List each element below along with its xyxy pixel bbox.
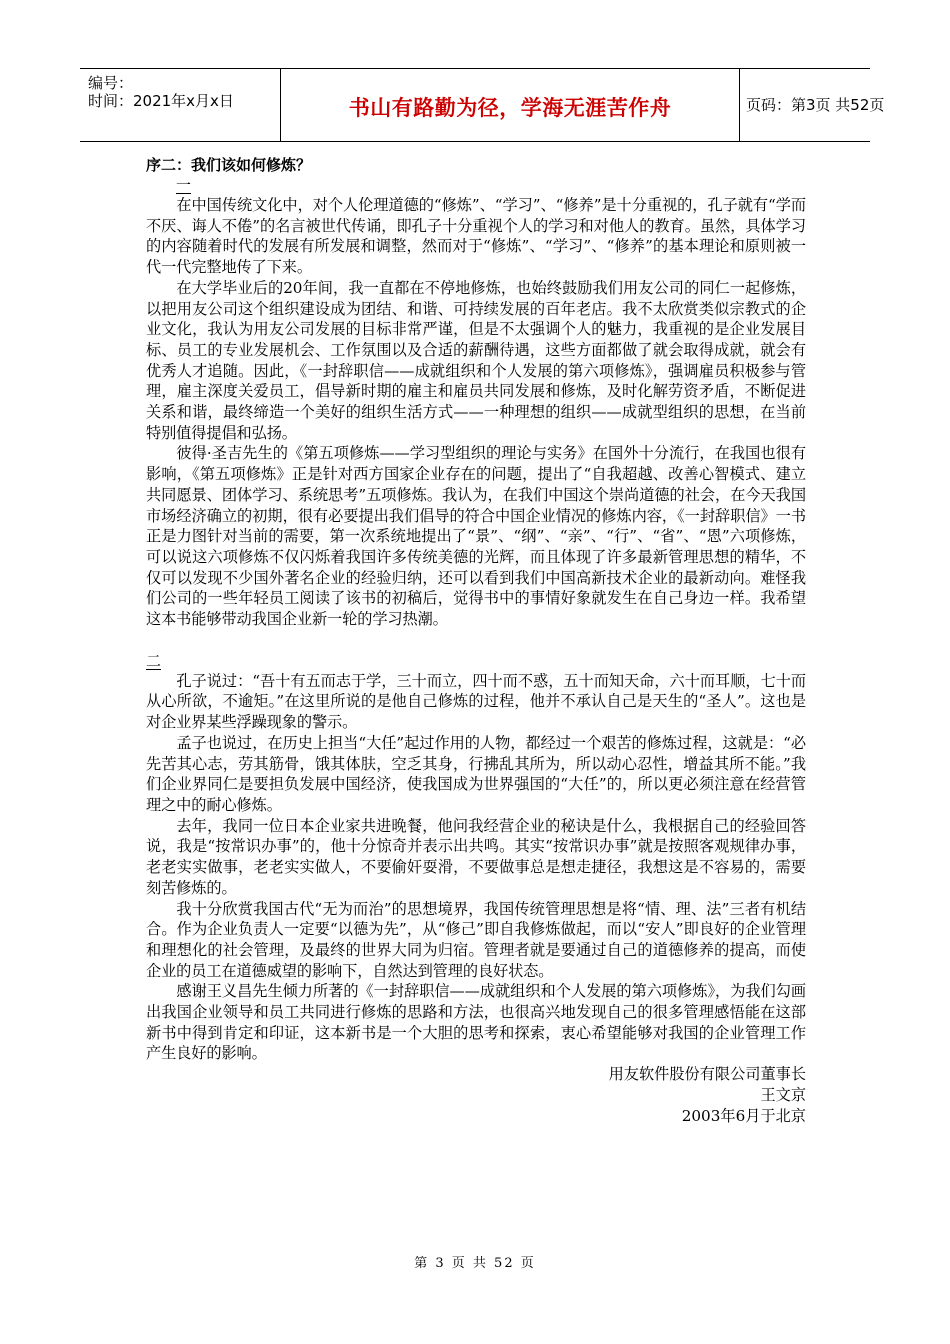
section-heading-2 [146, 652, 806, 671]
page-footer: 第 3 页 共 52 页 [414, 1256, 536, 1271]
signature-date: 2003年6月于北京 [681, 1107, 806, 1126]
document-title: 序二：我们该如何修炼？ [146, 156, 312, 174]
document-body [146, 154, 806, 1127]
section-heading-1 [176, 176, 806, 195]
motto-text: 书山有路勤为径，学海无涯苦作舟 [348, 96, 672, 120]
section-heading-2-text: 二 [146, 651, 162, 670]
header-meta [80, 69, 280, 141]
paragraph: 在大学毕业后的20年间，我一直都在不停地修炼，也始终鼓励我们用友公司的同仁一起修炼，以把用友公司这个组织建设成为团结、和谐、可持续发展的百年老店。我不太欣赏类似宗教式的企业文化，我认为用友公司发展的目标非常严谨，但是不太强调个人的魅力，我重视的是企业发展目标、员工的专业发展机会、工作氛围以及合适的薪酬待遇，这些方面都做了就会取得成就，就会有优秀人才追随。因此，《一封辞职信——成就组织和个人发展的第六项修炼》，强调雇员积极参与管理，雇主深度关爱员工，倡导新时期的雇主和雇员共同发展和修炼，及时化解劳资矛盾，不断促进关系和谐，最终缔造一个美好的组织生活方式——一种理想的组织——成就型组织的思想，在当前特别值得提倡和弘扬。 [146, 278, 806, 442]
page-info: 页码：第3页 共52页 [746, 96, 885, 114]
signature-name: 王文京 [760, 1086, 806, 1105]
paragraph: 在中国传统文化中，对个人伦理道德的“修炼”、“学习”、“修养”是十分重视的，孔子就有“学而不厌、诲人不倦”的名言被世代传诵，即孔子十分重视个人的学习和对他人的教育。虽然，具体学习的内容随着时代的发展有所发展和调整，然而对于“修炼”、“学习”、“修养”的基本理论和原则被一代一代完整地传了下来。 [146, 196, 806, 277]
section-heading-1-text: 一 [176, 176, 192, 194]
number-label: 编号： [88, 74, 134, 92]
paragraph: 去年，我同一位日本企业家共进晚餐，他问我经营企业的秘诀是什么，我根据自己的经验回答说，我是“按常识办事”的，他十分惊奇并表示出共鸣。其实“按常识办事”就是按照客观规律办事，老老实实做事，老老实实做人，不要偷奸耍滑，不要做事总是想走捷径，我想这是不容易的，需要刻苦修炼的。 [146, 816, 806, 897]
header-page-cell [738, 69, 885, 141]
signature-company: 用友软件股份有限公司董事长 [608, 1065, 806, 1084]
header-motto-cell [280, 69, 740, 141]
paragraph: 孔子说过：“吾十有五而志于学，三十而立，四十而不惑，五十而知天命，六十而耳顺，七十而从心所欲，不逾矩。”在这里所说的是他自己修炼的过程，他并不承认自己是天生的“圣人”。这也是对企业界某些浮躁现象的警示。 [146, 671, 806, 732]
paragraph: 孟子也说过，在历史上担当“大任”起过作用的人物，都经过一个艰苦的修炼过程，这就是：“必先苦其心志，劳其筋骨，饿其体肤，空乏其身，行拂乱其所为，所以动心忍性，增益其所不能。”我们企业界同仁是要担负发展中国经济，使我国成为世界强国的“大任”的，所以更必须注意在经营管理之中的耐心修炼。 [146, 733, 806, 814]
paragraph: 彼得·圣吉先生的《第五项修炼——学习型组织的理论与实务》在国外十分流行，在我国也很有影响，《第五项修炼》正是针对西方国家企业存在的问题，提出了“自我超越、改善心智模式、建立共同愿景、团体学习、系统思考”五项修炼。我认为，在我们中国这个崇尚道德的社会，在今天我国市场经济确立的初期，很有必要提出我们倡导的符合中国企业情况的修炼内容，《一封辞职信》一书正是力图针对当前的需要，第一次系统地提出了“景”、“纲”、“亲”、“行”、“省”、“恩”六项修炼，可以说这六项修炼不仅闪烁着我国许多传统美德的光辉，而且体现了许多最新管理思想的精华，不仅可以发现不少国外著名企业的经验归纳，还可以看到我们中国高新技术企业的最新动向。难怪我们公司的一些年轻员工阅读了该书的初稿后，觉得书中的事情好象就发生在自己身边一样。我希望这本书能够带动我国企业新一轮的学习热潮。 [146, 444, 806, 629]
paragraph: 我十分欣赏我国古代“无为而治”的思想境界，我国传统管理思想是将“情、理、法”三者有机结合。作为企业负责人一定要“以德为先”，从“修己”即自我修炼做起，而以“安人”即良好的企业管理和理想化的社会管理，及最终的世界大同为归宿。管理者就是要通过自己的道德修养的提高，而使企业的员工在道德威望的影响下，自然达到管理的良好状态。 [146, 899, 806, 980]
page-header [80, 68, 885, 142]
paragraph: 感谢王义昌先生倾力所著的《一封辞职信——成就组织和个人发展的第六项修炼》，为我们勾画出我国企业领导和员工共同进行修炼的思路和方法，也很高兴地发现自己的很多管理感悟能在这部新书中得到肯定和印证，这本新书是一个大胆的思考和探索，衷心希望能够对我国的企业管理工作产生良好的影响。 [146, 982, 806, 1063]
time-label: 时间：2021年x月x日 [88, 92, 234, 110]
